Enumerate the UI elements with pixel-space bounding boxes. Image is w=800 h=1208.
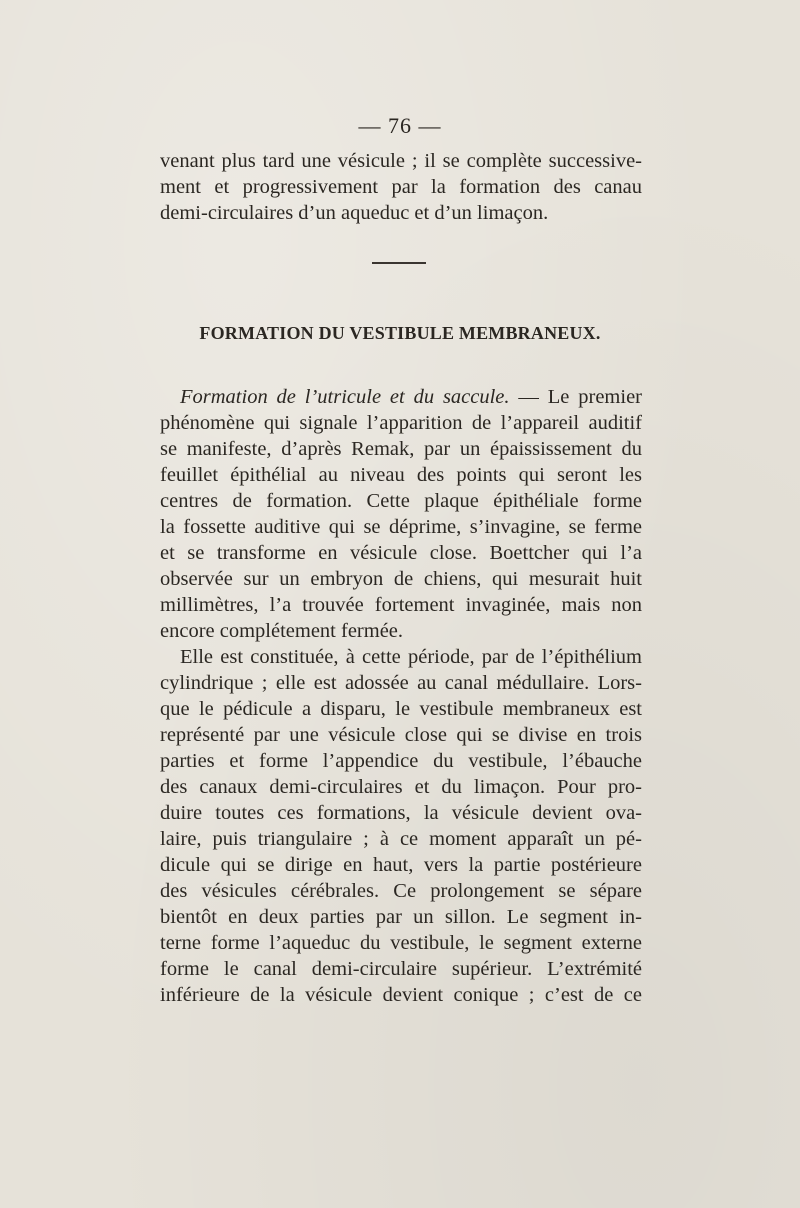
text-line: terne forme l’aqueduc du vestibule, le segment externe xyxy=(160,932,642,954)
text-line: et se transforme en vésicule close. Boettcher qui l’a xyxy=(160,542,642,564)
text-fragment: — Le premier xyxy=(509,386,642,408)
text-line: cylindrique ; elle est adossée au canal médullaire. Lors- xyxy=(160,672,642,694)
page-number: — 76 — xyxy=(358,113,442,138)
text-line: représenté par une vésicule close qui se divise en trois xyxy=(160,724,642,746)
text-line: parties et forme l’appendice du vestibule, l’ébauche xyxy=(160,750,642,772)
text-line: inférieure de la vésicule devient conique ; c’est de ce xyxy=(160,984,642,1006)
text-line: que le pédicule a disparu, le vestibule membraneux est xyxy=(160,698,642,720)
paragraph-first-line xyxy=(160,384,642,410)
text-line: bientôt en deux parties par un sillon. Le segment in- xyxy=(160,906,642,928)
text-line: Elle est constituée, à cette période, par de l’épithélium xyxy=(180,646,642,668)
text-line: millimètres, l’a trouvée fortement invaginée, mais non xyxy=(160,594,642,616)
text-line: laire, puis triangulaire ; à ce moment apparaît un pé- xyxy=(160,828,642,850)
text-line: se manifeste, d’après Remak, par un épaississement du xyxy=(160,438,642,460)
section-divider xyxy=(372,262,426,264)
text-line: des canaux demi-circulaires et du limaçon. Pour pro- xyxy=(160,776,642,798)
text-line: forme le canal demi-circulaire supérieur. L’extrémité xyxy=(160,958,642,980)
text-line: observée sur un embryon de chiens, qui mesurait huit xyxy=(160,568,642,590)
text-line: phénomène qui signale l’apparition de l’appareil auditif xyxy=(160,412,642,434)
text-line: duire toutes ces formations, la vésicule devient ova- xyxy=(160,802,642,824)
intro-paragraph xyxy=(160,148,642,226)
text-line: venant plus tard une vésicule ; il se complète successive- xyxy=(160,150,642,172)
text-line: ment et progressivement par la formation des canau xyxy=(160,176,642,198)
text-line: dicule qui se dirige en haut, vers la partie postérieure xyxy=(160,854,642,876)
text-line: la fossette auditive qui se déprime, s’invagine, se ferme xyxy=(160,516,642,538)
text-line: demi-circulaires d’un aqueduc et d’un limaçon. xyxy=(160,202,549,224)
section-heading: FORMATION DU VESTIBULE MEMBRANEUX. xyxy=(199,323,601,343)
text-line: des vésicules cérébrales. Ce prolongement se sépare xyxy=(160,880,642,902)
italic-subheading: Formation de l’utricule et du saccule. xyxy=(180,386,510,408)
text-line: feuillet épithélial au niveau des points qui seront les xyxy=(160,464,642,486)
text-line: centres de formation. Cette plaque épithéliale forme xyxy=(160,490,642,512)
body-text xyxy=(160,384,642,1008)
text-line: encore complétement fermée. xyxy=(160,620,404,642)
